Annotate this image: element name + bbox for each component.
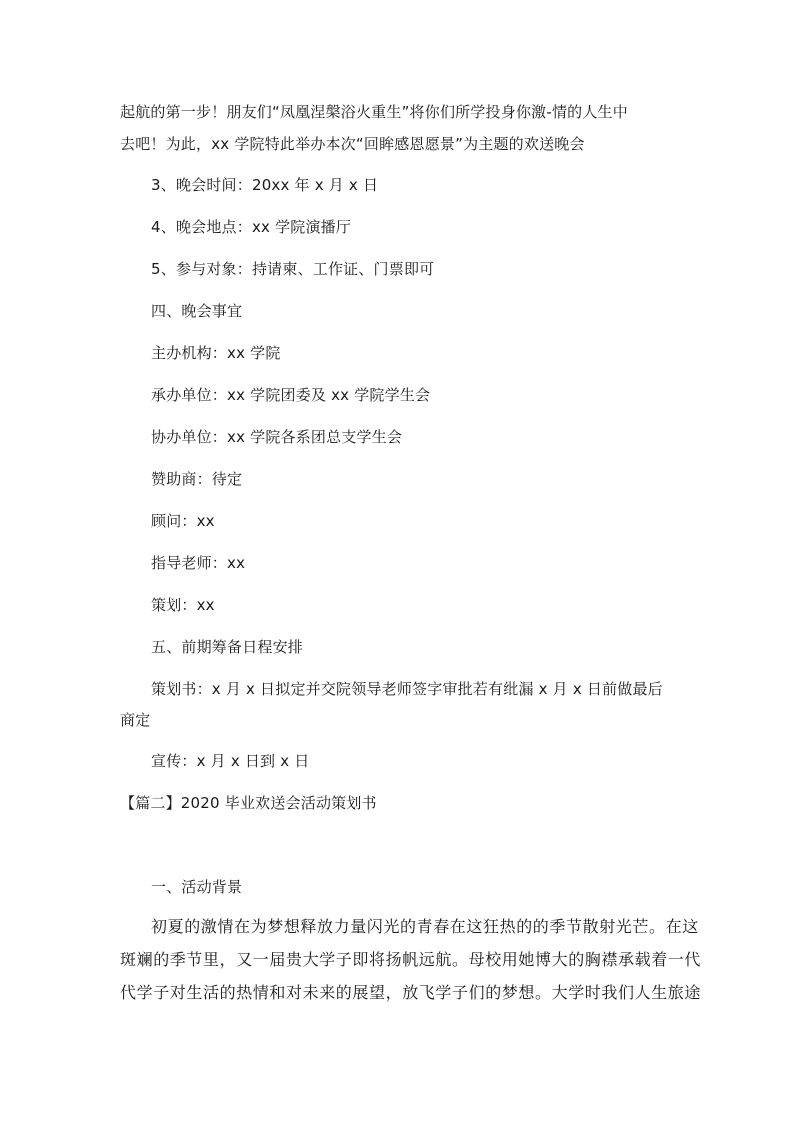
section-heading: 一、活动背景 bbox=[151, 878, 243, 896]
co-host-unit: 协办单位：xx 学院各系团总支学生会 bbox=[151, 428, 403, 446]
event-location: 4、晚会地点：xx 学院演播厅 bbox=[151, 218, 352, 236]
paragraph-line: 起航的第一步！朋友们“凤凰涅槃浴火重生”将你们所学投身你激-情的人生中 bbox=[120, 103, 628, 121]
paragraph-line: 去吧！为此，xx 学院特此举办本次“回眸感恩愿景”为主题的欢送晚会 bbox=[120, 135, 585, 153]
sponsor: 赞助商：待定 bbox=[151, 470, 243, 488]
section-heading: 四、晚会事宜 bbox=[151, 302, 243, 320]
organizer: 主办机构：xx 学院 bbox=[151, 344, 281, 362]
paragraph-line: 策划书：x 月 x 日拟定并交院领导老师签字审批若有纰漏 x 月 x 日前做最后 bbox=[151, 680, 663, 698]
promotion-schedule: 宣传：x 月 x 日到 x 日 bbox=[151, 752, 310, 770]
article-title: 【篇二】2020 毕业欢送会活动策划书 bbox=[120, 794, 377, 812]
event-participants: 5、参与对象：持请柬、工作证、门票即可 bbox=[151, 260, 435, 278]
paragraph-line: 代学子对生活的热情和对未来的展望，放飞学子们的梦想。大学时我们人生旅途 bbox=[120, 983, 702, 1002]
planner: 策划：xx bbox=[151, 596, 215, 614]
advisor: 顾问：xx bbox=[151, 512, 215, 530]
paragraph-line: 斑斓的季节里，又一届贵大学子即将扬帆远航。母校用她博大的胸襟承载着一代 bbox=[120, 950, 702, 969]
event-time: 3、晚会时间：20xx 年 x 月 x 日 bbox=[151, 176, 379, 194]
paragraph-line: 初夏的激情在为梦想释放力量闪光的青春在这狂热的的季节散射光芒。在这 bbox=[151, 917, 699, 936]
section-heading: 五、前期筹备日程安排 bbox=[151, 638, 304, 656]
paragraph-line: 商定 bbox=[120, 711, 151, 729]
teacher: 指导老师：xx bbox=[151, 554, 246, 572]
host-unit: 承办单位：xx 学院团委及 xx 学院学生会 bbox=[151, 386, 431, 404]
